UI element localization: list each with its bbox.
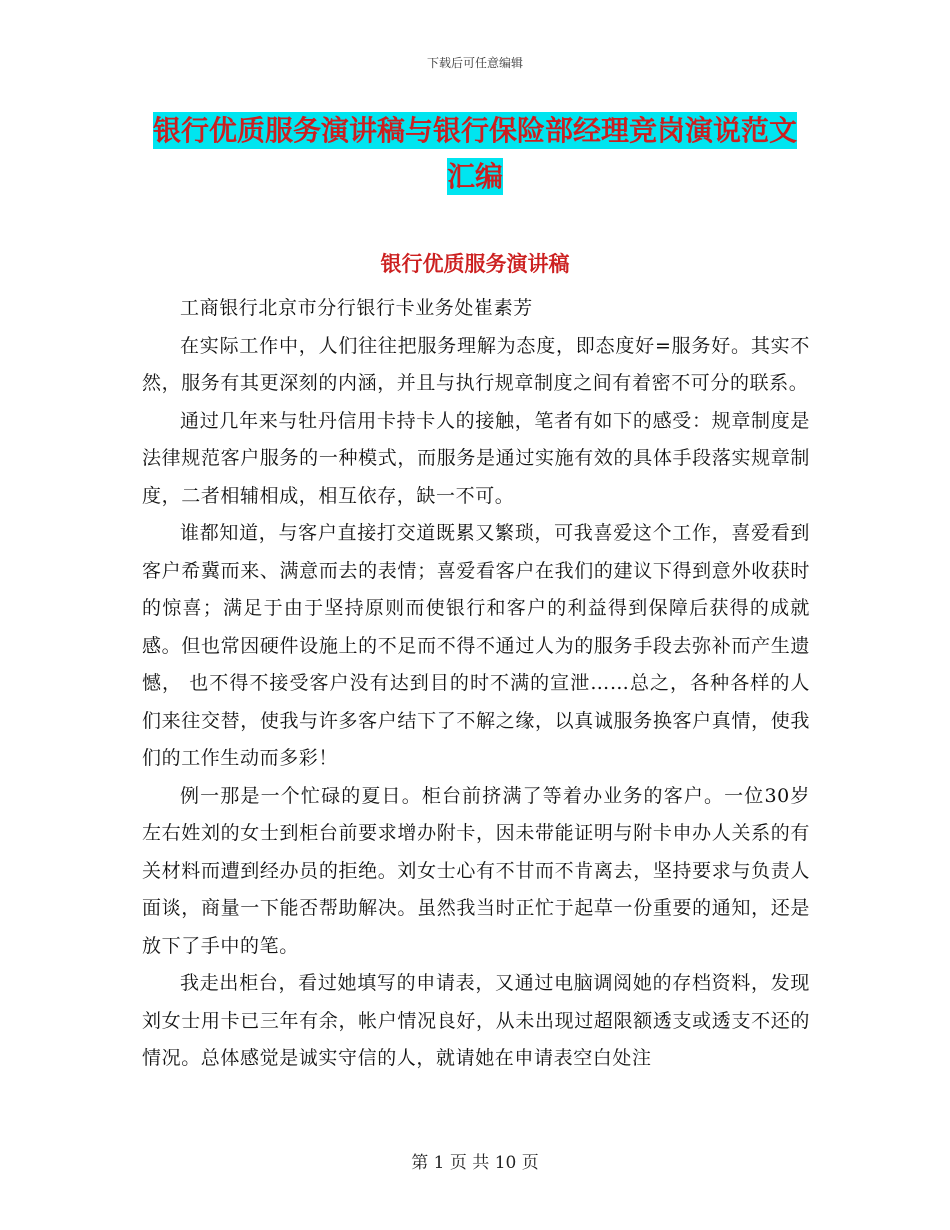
document-title-text: 银行优质服务演讲稿与银行保险部经理竞岗演说范文汇编 [152, 114, 797, 193]
document-body [142, 290, 810, 1078]
page-number-footer: 第 1 页 共 10 页 [411, 1153, 539, 1173]
section-title: 银行优质服务演讲稿 [380, 251, 570, 276]
paragraph: 谁都知道，与客户直接打交道既累又繁琐，可我喜爱这个工作，喜爱看到客户希冀而来、满意而去的表情；喜爱看客户在我们的建议下得到意外收获时的惊喜；满足于由于坚持原则而使银行和客户的利益得到保障后获得的成就感。但也常因硬件设施上的不足而不得不通过人为的服务手段去弥补而产生遗憾， 也不得不接受客户没有达到目的时不满的宣泄……总之，各种各样的人们来往交替，使我与许多客户结下了不解之缘，以真诚服务换客户真情，使我们的工作生动而多彩！ [142, 522, 810, 769]
paragraph: 例一那是一个忙碌的夏日。柜台前挤满了等着办业务的客户。一位30岁左右姓刘的女士到柜台前要求增办附卡，因未带能证明与附卡申办人关系的有关材料而遭到经办员的拒绝。刘女士心有不甘而不肯离去，坚持要求与负责人面谈，商量一下能否帮助解决。虽然我当时正忙于起草一份重要的通知，还是放下了手中的笔。 [142, 784, 810, 957]
paragraph: 我走出柜台，看过她填写的申请表，又通过电脑调阅她的存档资料，发现刘女士用卡已三年有余，帐户情况良好，从未出现过超限额透支或透支不还的情况。总体感觉是诚实守信的人，就请她在申请表空白处注 [142, 972, 810, 1069]
page-header-note: 下载后可任意编辑 [426, 56, 523, 70]
document-title [140, 108, 810, 200]
author-line: 工商银行北京市分行银行卡业务处崔素芳 [180, 297, 533, 319]
paragraph: 通过几年来与牡丹信用卡持卡人的接触，笔者有如下的感受：规章制度是法律规范客户服务的一种模式，而服务是通过实施有效的具体手段落实规章制度，二者相辅相成，相互依存，缺一不可。 [142, 409, 810, 507]
paragraph: 在实际工作中，人们往往把服务理解为态度，即态度好=服务好。其实不然，服务有其更深刻的内涵，并且与执行规章制度之间有着密不可分的联系。 [142, 334, 810, 394]
